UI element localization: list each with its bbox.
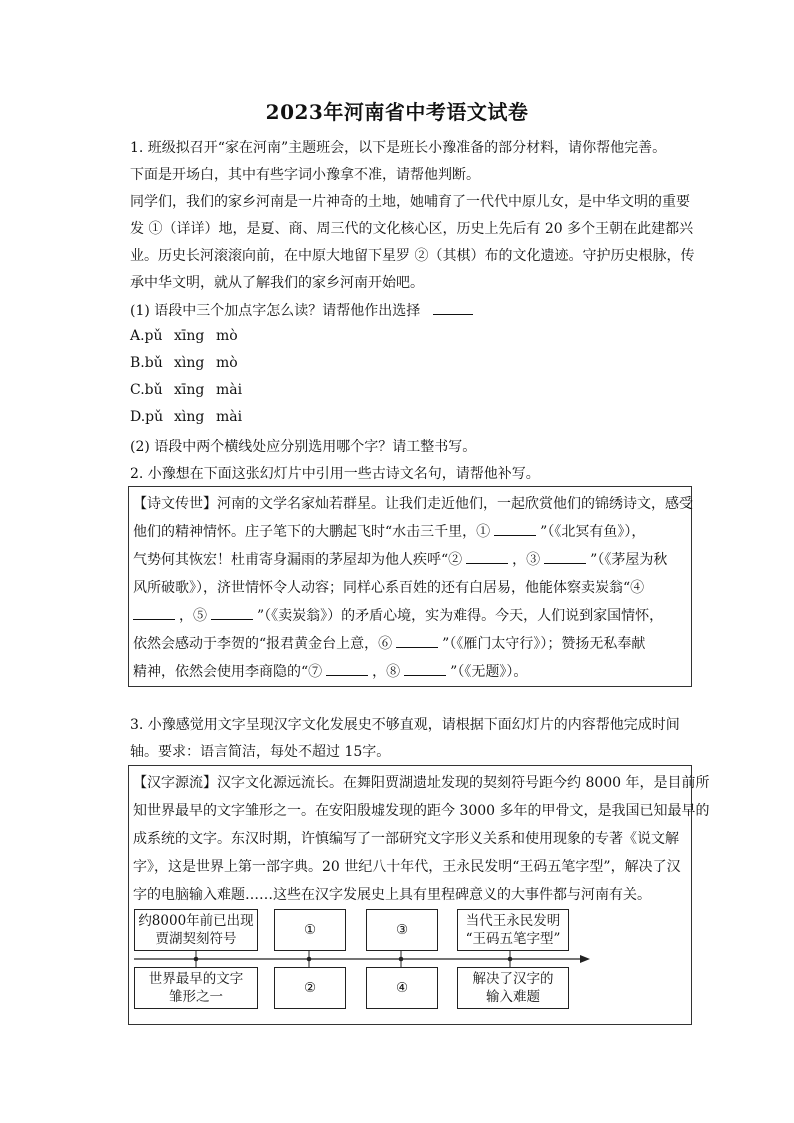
slide-text: 依然会感动于李贺的“报君黄金台上意，⑥ — [133, 636, 393, 652]
node-text: 雏形之一 — [169, 989, 223, 1005]
node-text: 世界最早的文字 — [148, 971, 244, 987]
slide-text: ”（《卖炭翁》）的矛盾心境，实为难得。今天，人们说到家国情怀， — [257, 608, 664, 624]
q3-slide-line-5: 字的电脑输入难题……这些在汉字发展史上具有里程碑意义的大事件都与河南有关。 — [133, 887, 651, 903]
q3-intro-line-2: 轴。要求：语言简洁，每处不超过 15字。 — [130, 744, 391, 760]
slide-text: 气势何其恢宏！杜甫寄身漏雨的茅屋却为他人疾呼“② — [133, 552, 463, 568]
timeline-node-top-4 — [457, 909, 569, 951]
q3-slide-line-2: 知世界最早的文字雏形之一。在安阳殷墟发现的距今 3000 多年的甲骨文，是我国已知最早的 — [133, 803, 710, 819]
q2-slide-line-1: 【诗文传世】河南的文学名家灿若群星。让我们走近他们，一起欣赏他们的锦绣诗文，感受 — [133, 496, 693, 512]
slide-text: ”（《雁门太守行》）；赞扬无私奉献 — [442, 636, 646, 652]
option-label: D.pǔ — [130, 409, 164, 425]
timeline-node-bottom-1 — [134, 967, 258, 1009]
slide-text: ，③ — [512, 552, 541, 568]
node-text: ④ — [395, 980, 409, 996]
q1-line-2: 下面是开场白，其中有些字词小豫拿不准，请帮他判断。 — [130, 167, 480, 183]
node-text: ③ — [395, 922, 409, 938]
timeline-node-top-3[interactable] — [366, 909, 438, 951]
node-text: “王码五笔字型” — [465, 931, 561, 947]
exam-title: 2023年河南省中考语文试卷 — [265, 100, 529, 124]
option-reading-3: mài — [216, 409, 243, 425]
q3-slide-line-3: 成系统的文字。东汉时期，许慎编写了一部研究文字形义关系和使用现象的专著《说文解 — [133, 831, 679, 847]
node-text: 约8000年前已出现 — [138, 913, 254, 929]
option-reading-2: xìng — [174, 355, 205, 371]
option-reading-3: mài — [216, 382, 243, 398]
slide-text: 精神，依然会使用李商隐的“⑦ — [133, 664, 323, 680]
node-text: ② — [303, 980, 317, 996]
slide-text: ”（《茅屋为秋 — [590, 552, 668, 568]
node-text: ① — [303, 922, 317, 938]
q2-slide-line-4: 风所破歌》），济世情怀令人动容；同样心系百姓的还有白居易，他能体察卖炭翁“④ — [133, 580, 645, 596]
node-text: 输入难题 — [486, 989, 540, 1005]
q1-line-5: 业。历史长河滚滚向前，在中原大地留下星罗 ②（其棋）布的文化遗迹。守护历史根脉，传 — [130, 248, 695, 264]
timeline-node-top-2[interactable] — [274, 909, 346, 951]
q1-sub-question-2: (2) 语段中两个横线处应分别选用哪个字？请工整书写。 — [130, 439, 477, 455]
q3-slide-line-4: 字》，这是世界上第一部字典。20 世纪八十年代，王永民发明“王码五笔字型”，解决了汉 — [133, 859, 681, 875]
node-text: 解决了汉字的 — [472, 971, 554, 987]
q1-line-1: 1. 班级拟召开“家在河南”主题班会，以下是班长小豫准备的部分材料，请你帮他完善。 — [130, 140, 667, 156]
q1-line-4: 发 ①（详详）地，是夏、商、周三代的文化核心区，历史上先后有 20 多个王朝在此建都兴 — [130, 221, 694, 237]
timeline-node-bottom-4 — [457, 967, 569, 1009]
slide-text: ”（《无题》）。 — [450, 664, 528, 680]
timeline-node-top-1 — [134, 909, 258, 951]
option-reading-3: mò — [216, 355, 238, 371]
q1-line-6: 承中华文明，就从了解我们的家乡河南开始吧。 — [130, 275, 424, 291]
option-reading-3: mò — [216, 328, 238, 344]
node-text: 当代王永民发明 — [465, 913, 561, 929]
slide-text: ”（《北冥有鱼》）， — [540, 524, 646, 540]
slide-text: ，⑤ — [179, 608, 207, 624]
slide-text: ，⑧ — [372, 664, 401, 680]
node-text: 贾湖契刻符号 — [155, 931, 237, 947]
q1-line-3: 同学们，我们的家乡河南是一片神奇的土地，她哺育了一代代中原儿女，是中华文明的重要 — [130, 194, 690, 210]
q2-intro: 2. 小豫想在下面这张幻灯片中引用一些古诗文名句，请帮他补写。 — [130, 466, 540, 482]
option-label: B.bǔ — [130, 355, 163, 371]
option-reading-2: xīng — [174, 328, 205, 344]
option-label: C.bǔ — [130, 382, 163, 398]
q3-slide-line-1: 【汉字源流】汉字文化源远流长。在舞阳贾湖遗址发现的契刻符号距今约 8000 年，是目前所 — [133, 775, 710, 791]
sub-question-text: (1) 语段中三个加点字怎么读？请帮他作出选择 — [130, 303, 421, 319]
option-reading-2: xìng — [174, 409, 205, 425]
slide-text: 他们的精神情怀。庄子笔下的大鹏起飞时“水击三千里，① — [133, 524, 491, 540]
timeline-node-bottom-3[interactable] — [366, 967, 438, 1009]
option-label: A.pǔ — [130, 328, 163, 344]
option-reading-2: xīng — [174, 382, 205, 398]
q3-intro-line-1: 3. 小豫感觉用文字呈现汉字文化发展史不够直观，请根据下面幻灯片的内容帮他完成时间 — [130, 717, 680, 733]
timeline-node-bottom-2[interactable] — [274, 967, 346, 1009]
